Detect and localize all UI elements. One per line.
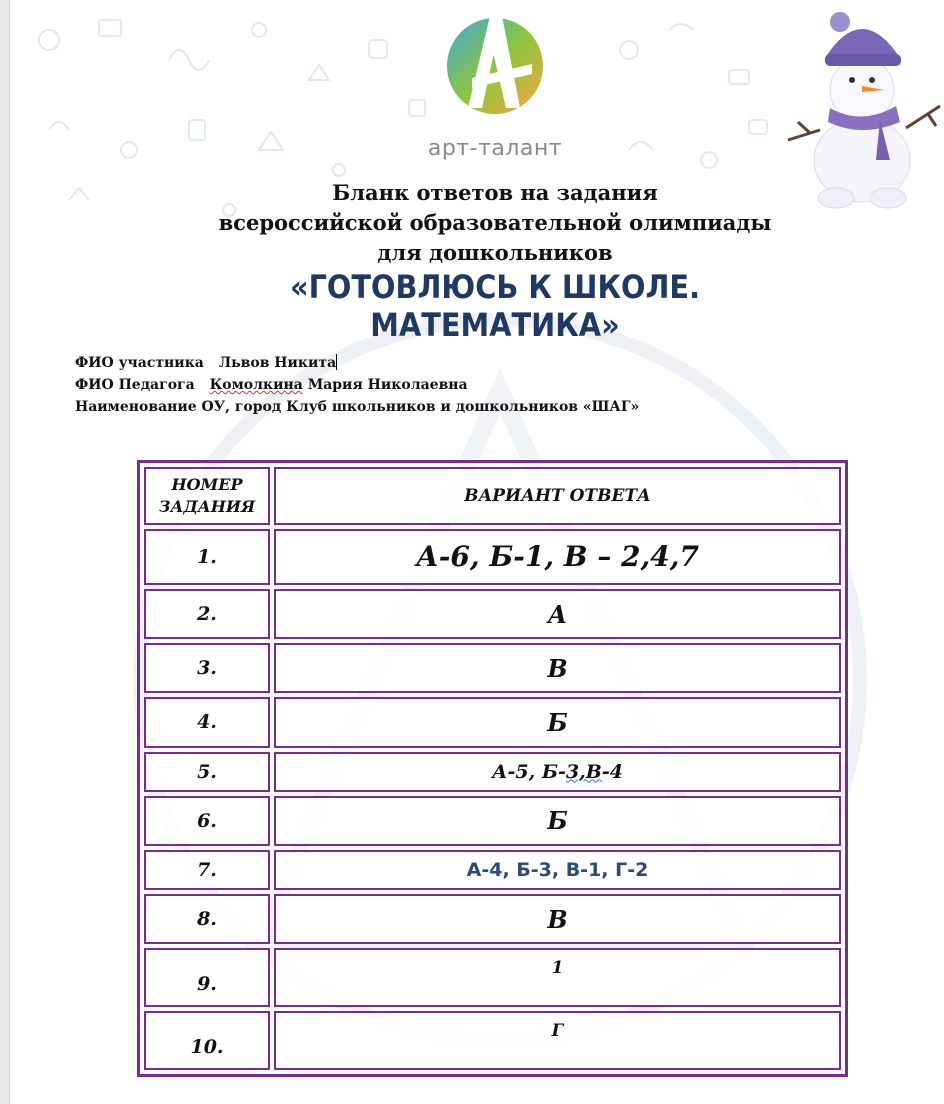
table-row <box>144 948 841 1007</box>
teacher-name[interactable]: Мария Николаевна <box>307 377 468 393</box>
answer-part-a: А-5, Б- <box>492 760 566 783</box>
table-row <box>144 589 841 639</box>
art-talant-logo-icon <box>440 8 550 118</box>
task-answer[interactable] <box>274 752 841 792</box>
participant-row <box>75 352 895 374</box>
task-answer[interactable]: В <box>274 643 841 693</box>
table-row <box>144 850 841 890</box>
table-row <box>144 796 841 846</box>
task-number: 8. <box>144 894 270 944</box>
participant-label: ФИО участника <box>75 355 204 371</box>
task-number: 4. <box>144 697 270 747</box>
task-answer[interactable]: А-4, Б-3, В-1, Г-2 <box>274 850 841 890</box>
org-label: Наименование ОУ, город <box>75 399 282 415</box>
table-row <box>144 894 841 944</box>
title-line-1: Бланк ответов на задания <box>332 180 658 205</box>
text-cursor <box>336 354 337 370</box>
table-row <box>144 752 841 792</box>
task-answer[interactable]: Б <box>274 796 841 846</box>
org-value[interactable]: Клуб школьников и дошкольников «ШАГ» <box>286 399 640 415</box>
task-number: 7. <box>144 850 270 890</box>
teacher-label: ФИО Педагога <box>75 377 195 393</box>
teacher-row <box>75 374 895 396</box>
table-row <box>144 1011 841 1070</box>
task-number: 9. <box>144 948 270 1007</box>
title-line-3: для дошкольников <box>377 240 613 265</box>
olympiad-name-line-1: «ГОТОВЛЮСЬ К ШКОЛЕ. <box>289 268 701 306</box>
answer-part-c: -4 <box>601 760 623 783</box>
org-row <box>75 396 895 418</box>
logo-text: арт-талант <box>427 136 563 161</box>
header-num-line-1: НОМЕР <box>171 475 243 494</box>
teacher-surname[interactable]: Комолкина <box>209 377 303 393</box>
answers-table <box>137 460 848 1077</box>
task-number: 5. <box>144 752 270 792</box>
table-row <box>144 697 841 747</box>
task-answer[interactable]: А-6, Б-1, В – 2,4,7 <box>274 529 841 585</box>
task-answer[interactable]: Б <box>274 697 841 747</box>
task-number: 10. <box>144 1011 270 1070</box>
olympiad-name-line-2: МАТЕМАТИКА» <box>370 306 620 344</box>
task-answer[interactable]: В <box>274 894 841 944</box>
task-answer[interactable]: Г <box>274 1011 841 1070</box>
participant-value[interactable]: Львов Никита <box>218 355 337 371</box>
header-task-number <box>144 467 270 525</box>
document-title <box>80 178 910 344</box>
header-answer: ВАРИАНТ ОТВЕТА <box>274 467 841 525</box>
participant-fields <box>75 352 895 418</box>
task-number: 1. <box>144 529 270 585</box>
table-row <box>144 643 841 693</box>
answer-part-b: 3,В <box>565 760 602 783</box>
title-line-2: всероссийской образовательной олимпиады <box>218 210 772 235</box>
task-answer[interactable]: 1 <box>274 948 841 1007</box>
header-num-line-2: ЗАДАНИЯ <box>158 497 256 516</box>
table-header-row <box>144 467 841 525</box>
task-number: 3. <box>144 643 270 693</box>
task-number: 6. <box>144 796 270 846</box>
task-number: 2. <box>144 589 270 639</box>
table-row <box>144 529 841 585</box>
task-answer[interactable]: А <box>274 589 841 639</box>
